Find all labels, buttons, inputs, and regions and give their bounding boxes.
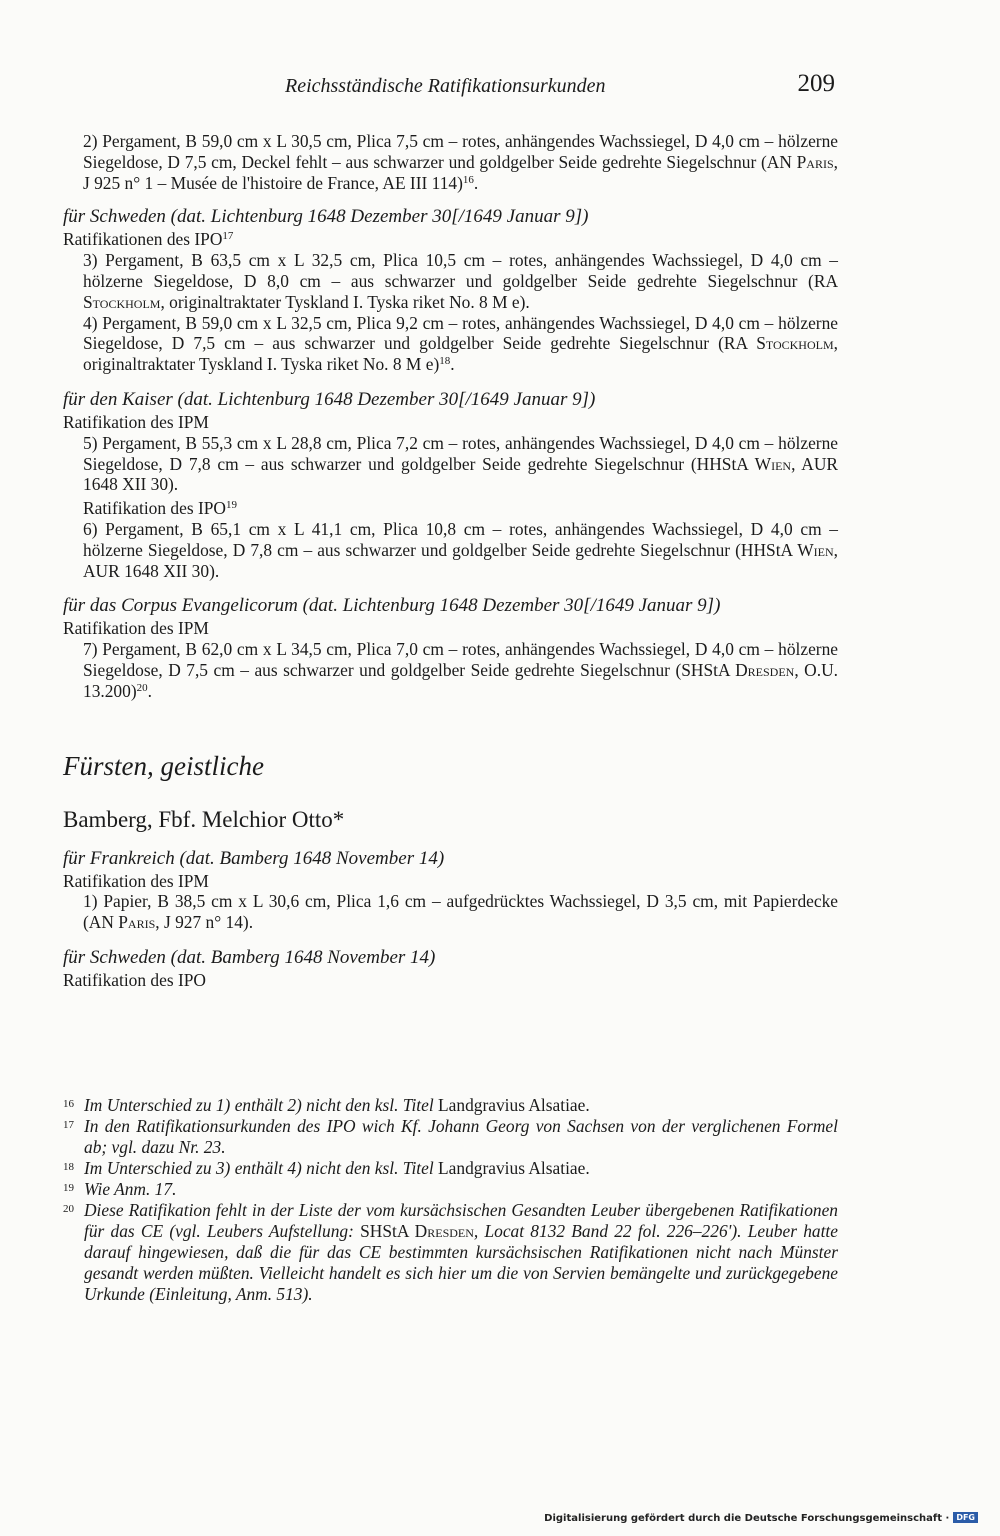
- entry-3: 3) Pergament, B 63,5 cm x L 32,5 cm, Plica 10,5 cm – rotes, anhängendes Wachssiegel, D 4,0 cm – hölzerne Siegeldose, D 8,0 cm – aus schwarzer und goldgelber Seide gedrehte Siegelschnur (RA Stockholm, originaltraktater Tyskland I. Tyska riket No. 8 M e).: [83, 250, 838, 312]
- section-heading-schweden-bamberg: für Schweden (dat. Bamberg 1648 November 14): [63, 946, 436, 968]
- subheading: Ratifikation des IPM: [63, 870, 209, 891]
- subheading: Ratifikation des IPO$^{19}$: [83, 498, 237, 519]
- footnote-ref[interactable]: 17: [222, 230, 234, 243]
- dfg-logo: DFG: [953, 1512, 978, 1523]
- footnote-16: 16 Im Unterschied zu 1) enthält 2) nicht den ksl. Titel Landgravius Alsatiae.: [63, 1095, 590, 1115]
- chapter-heading: Fürsten, geistliche: [63, 750, 264, 781]
- footnote-ref[interactable]: 20: [136, 681, 148, 694]
- page-number: 209: [797, 70, 835, 97]
- section-heading-kaiser: für den Kaiser (dat. Lichtenburg 1648 Dezember 30[/1649 Januar 9]): [63, 388, 596, 410]
- footnote-ref[interactable]: 18: [439, 355, 451, 368]
- footnote-18: 18 Im Unterschied zu 3) enthält 4) nicht den ksl. Titel Landgravius Alsatiae.: [63, 1158, 590, 1178]
- footnote-ref[interactable]: 16: [462, 173, 474, 186]
- subheading: Ratifikation des IPM: [63, 618, 209, 639]
- entry-2: 2) Pergament, B 59,0 cm x L 30,5 cm, Plica 7,5 cm – rotes, anhängendes Wachssiegel, D 4,0 cm – hölzerne Siegeldose, D 7,5 cm, Deckel fehlt – aus schwarzer und goldgelber Seide gedrehte Siegelschnur (AN Paris, J 925 n° 1 – Musée de l'histoire de France, AE III 114)$^{16}$.: [83, 131, 838, 193]
- entry-7: 7) Pergament, B 62,0 cm x L 34,5 cm, Plica 7,0 cm – rotes, anhängendes Wachssiegel, D 4,0 cm – hölzerne Siegeldose, D 7,5 cm – aus schwarzer und goldgelber Seide gedrehte Siegelschnur (SHStA Dresden, O.U. 13.200)$^{20}$.: [83, 639, 838, 701]
- digitization-credit: Digitalisierung gefördert durch die Deutsche Forschungsgemeinschaft · DFG: [544, 1512, 978, 1524]
- subheading: Ratifikation des IPM: [63, 411, 209, 432]
- section-heading-schweden: für Schweden (dat. Lichtenburg 1648 Dezember 30[/1649 Januar 9]): [63, 206, 589, 228]
- footnote-20: 20 Diese Ratifikation fehlt in der Liste der vom kursächsischen Gesandten Leuber übergebenen Ratifikationen für das CE (vgl. Leubers Aufstellung: SHStA Dresden, Locat 8132 Band 22 fol. 226–226'). Leuber hatte darauf hingewiesen, daß die für das CE bestimmten kursächsischen Ratifikationen nicht nach Münster gesandt werden müßten. Vielleicht handelt es sich hier um die von Servien bemängelte und zurückgegebene Urkunde (Einleitung, Anm. 513).: [63, 1200, 838, 1304]
- person-heading: Bamberg, Fbf. Melchior Otto*: [63, 806, 345, 832]
- entry-1: 1) Papier, B 38,5 cm x L 30,6 cm, Plica 1,6 cm – aufgedrücktes Wachssiegel, D 3,5 cm, mit Papierdecke (AN Paris, J 927 n° 14).: [83, 891, 838, 933]
- subheading: Ratifikation des IPO: [63, 969, 206, 990]
- footnote-ref[interactable]: 19: [225, 499, 237, 512]
- section-heading-frankreich: für Frankreich (dat. Bamberg 1648 November 14): [63, 847, 445, 869]
- entry-5: 5) Pergament, B 55,3 cm x L 28,8 cm, Plica 7,2 cm – rotes, anhängendes Wachssiegel, D 4,0 cm – hölzerne Siegeldose, D 7,8 cm – aus schwarzer und goldgelber Seide gedrehte Siegelschnur (HHStA Wien, AUR 1648 XII 30).: [83, 432, 838, 495]
- footnote-19: 19 Wie Anm. 17.: [63, 1179, 177, 1199]
- entry-6: 6) Pergament, B 65,1 cm x L 41,1 cm, Plica 10,8 cm – rotes, anhängendes Wachssiegel, D 4,0 cm – hölzerne Siegeldose, D 7,8 cm – aus schwarzer und goldgelber Seide gedrehte Siegelschnur (HHStA Wien, AUR 1648 XII 30).: [83, 518, 838, 581]
- subheading: Ratifikationen des IPO$^{17}$: [63, 229, 234, 250]
- footnotes: [63, 1095, 838, 1305]
- main-text: [63, 131, 838, 991]
- entry-4: 4) Pergament, B 59,0 cm x L 32,5 cm, Plica 9,2 cm – rotes, anhängendes Wachssiegel, D 4,0 cm – hölzerne Siegeldose, D 7,5 cm – aus schwarzer und goldgelber Seide gedrehte Siegelschnur (RA Stockholm, originaltraktater Tyskland I. Tyska riket No. 8 M e)$^{18}$.: [83, 312, 838, 375]
- footnote-17: 17 In den Ratifikationsurkunden des IPO wich Kf. Johann Georg von Sachsen von der verglichenen Formel ab; vgl. dazu Nr. 23.: [63, 1116, 838, 1157]
- running-title: Reichsständische Ratifikationsurkunden: [285, 75, 606, 97]
- section-heading-corpus: für das Corpus Evangelicorum (dat. Lichtenburg 1648 Dezember 30[/1649 Januar 9]): [63, 595, 721, 617]
